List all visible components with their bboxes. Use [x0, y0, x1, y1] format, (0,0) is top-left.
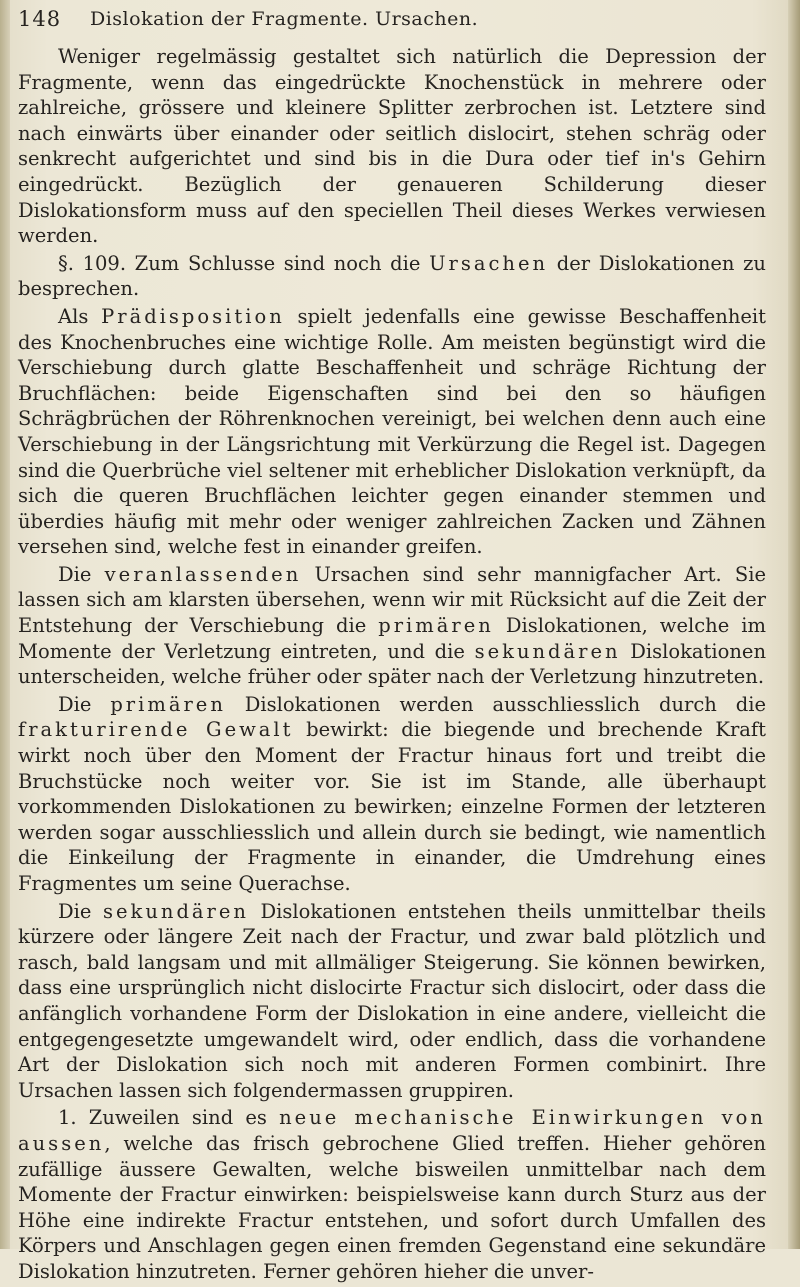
running-header [18, 4, 780, 34]
sekundaere-text-a: Die [58, 899, 103, 923]
term-sekundaeren-2: sekundären [102, 899, 249, 923]
paragraph-primaere-dislokationen [18, 692, 766, 897]
veranlassende-text-g: Dislokationen unterscheiden, welche früher oder später nach der Verletzung hinzutreten. [18, 639, 767, 689]
term-ursachen: Ursachen [429, 251, 549, 275]
primaere-text-a: Die [58, 692, 111, 716]
veranlassende-text-a: Die [58, 562, 105, 586]
section-109-text-a: §. 109. Zum Schlusse sind noch die [58, 251, 430, 275]
primaere-text-c: Dislokationen werden ausschliesslich durch die [225, 692, 767, 716]
sekundaere-text-c: Dislokationen entstehen theils unmittelbar theils kürzere oder längere Zeit nach der Fractur, und zwar bald plötzlich und rasch, bald langsam und mit allmäliger Steigerung. Sie können bewirken, dass eine ursprünglich nicht dislocirte Fractur sich dislocirt, oder dass die anfänglich vorhandene Form der Dislokation in eine andere, vielleicht die entgegengesetzte umgewandelt wird, oder endlich, dass die vorhandene Art der Dislokation sich noch mit anderen Formen combinirt. Ihre Ursachen lassen sich folgendermassen gruppiren. [18, 899, 767, 1102]
term-sekundaeren: sekundären [474, 639, 621, 663]
paragraph-depression: Weniger regelmässig gestaltet sich natürlich die Depression der Fragmente, wenn das eingedrückte Knochenstück in mehrere oder zahlreiche, grössere und kleinere Splitter zerbrochen ist. Letztere sind nach einwärts über einander oder seitlich dislocirt, stehen schräg oder senkrecht aufgerichtet und sind bis in die Dura oder tief in's Gehirn eingedrückt. Bezüglich der genaueren Schilderung dieser Dislokationsform muss auf den speciellen Theil dieses Werkes verwiesen werden. [18, 45, 766, 248]
term-veranlassenden: veranlassenden [104, 562, 302, 586]
term-praedisposition: Prädisposition [101, 304, 285, 328]
praedisposition-text-b: spielt jedenfalls eine gewisse Beschaffenheit des Knochenbruches eine wichtige Rolle. Am meisten begünstigt wird die Verschiebung durch glatte Beschaffenheit und schräge Richtung der Bruchflächen: beide Eigenschaften sind bei den so häufigen Schrägbrüchen der Röhrenknochen vereinigt, bei welchen denn auch eine Verschiebung in der Längsrichtung mit Verkürzung die Regel ist. Dagegen sind die Querbrüche viel seltener mit erheblicher Dislokation verknüpft, da sich die queren Bruchflächen leichter gegen einander stemmen und überdies häufig mit mehr oder weniger zahlreichen Zacken und Zähnen versehen sind, welche fest in einander greifen. [18, 304, 767, 559]
page-binding-edge [0, 0, 10, 1249]
veranlassende-text-e: Dislokationen, welche im Momente der Verletzung eintreten, und die [18, 614, 766, 663]
paragraph-section-109 [18, 251, 766, 302]
praedisposition-text-a: Als [58, 304, 102, 328]
paragraph-veranlassende-ursachen [18, 562, 766, 690]
einwirkungen-text-c: , welche das frisch gebrochene Glied treffen. Hieher gehören zufällige äussere Gewalten, welche bisweilen unmittelbar nach dem Momente der Fractur einwirken: beispielsweise kann durch Sturz aus der Höhe eine indirekte Fractur entstehen, und sofort durch Umfallen des Körpers und Anschlagen gegen einen fremden Gegenstand eine sekundäre Dislokation hinzutreten. Ferner gehören hieher die unver- [18, 1131, 766, 1283]
running-title: Dislokation der Fragmente. Ursachen. [90, 8, 479, 30]
term-primaeren: primären [378, 614, 494, 638]
term-mechanische-einwirkungen: neue mechanische Einwirkungen von aussen [18, 1106, 766, 1155]
veranlassende-text-c: Ursachen sind sehr mannigfacher Art. Sie lassen sich am klarsten übersehen, wenn wir mit Rücksicht auf die Zeit der Entstehung der Verschiebung die [18, 562, 766, 638]
term-primaeren-2: primären [110, 692, 226, 716]
page-number: 148 [18, 7, 62, 31]
section-109-text-b: der Dislokationen zu besprechen. [18, 251, 766, 301]
term-frakturirende-gewalt: frakturirende Gewalt [18, 718, 294, 742]
paragraph-praedisposition [18, 304, 766, 560]
body-text [18, 44, 766, 1287]
primaere-text-e: bewirkt: die biegende und brechende Kraft wirkt noch über den Moment der Fractur hinaus fort und treibt die Bruchstücke noch weiter vor. Sie ist im Stande, alle überhaupt vorkommenden Dislokationen zu bewirken; einzelne Formen der letzteren werden sogar ausschliesslich und allein durch sie bedingt, wie namentlich die Einkeilung der Fragmente in einander, die Umdrehung eines Fragmentes um seine Querachse. [18, 718, 766, 895]
page-outer-edge [788, 0, 800, 1249]
paragraph-sekundaere-dislokationen [18, 899, 766, 1104]
paragraph-mechanische-einwirkungen [18, 1105, 766, 1284]
einwirkungen-text-a: 1. Zuweilen sind es [58, 1106, 280, 1130]
